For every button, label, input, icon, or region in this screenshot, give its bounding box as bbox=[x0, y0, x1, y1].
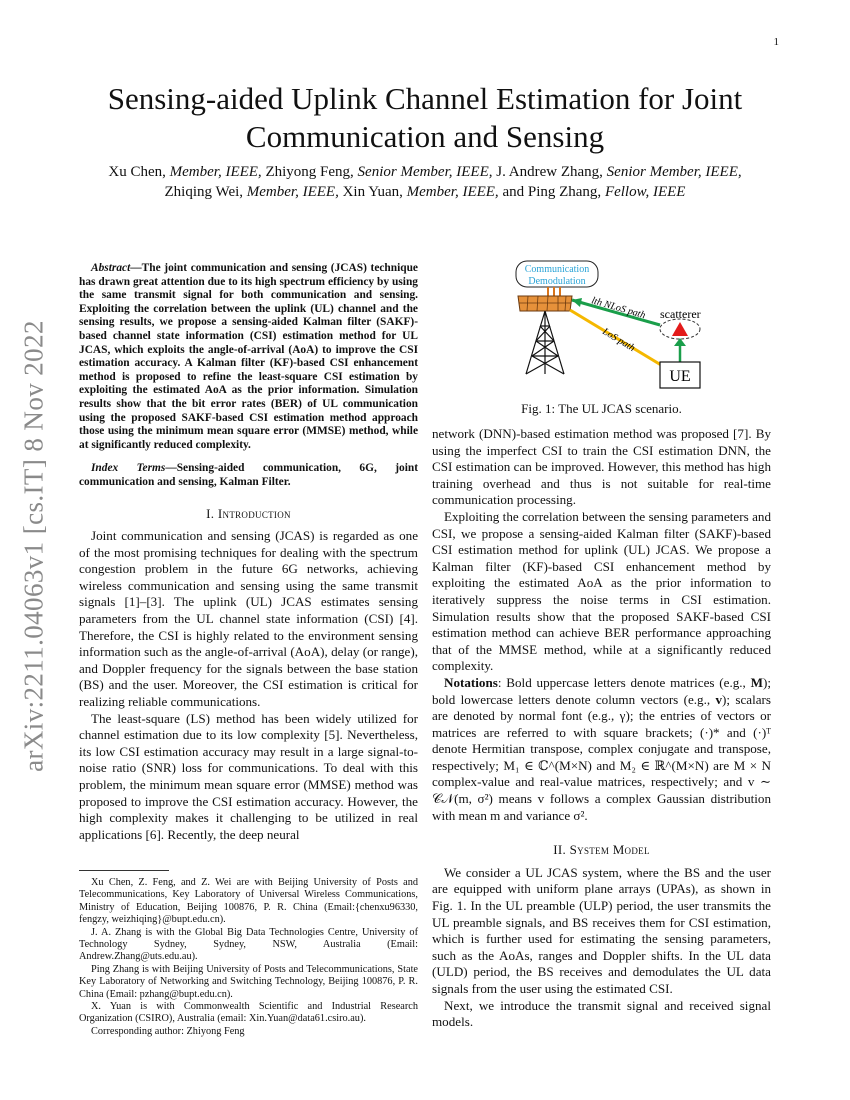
abstract-label: Abstract bbox=[91, 262, 131, 274]
author-list bbox=[60, 162, 790, 202]
author-name: J. Andrew Zhang, bbox=[492, 164, 607, 180]
ue-to-scatterer-arrowhead bbox=[674, 338, 686, 346]
notations-text: : Bold uppercase letters denote matrices (e.g., bbox=[497, 674, 751, 690]
author-name: Zhiyong Feng, bbox=[261, 164, 358, 180]
figure-svg bbox=[478, 256, 738, 394]
author-role: Member, IEEE, bbox=[169, 164, 262, 180]
ue-label: UE bbox=[669, 368, 691, 385]
title-line-1: Sensing-aided Uplink Channel Estimation for Joint bbox=[107, 81, 743, 116]
author-name: Xin Yuan, bbox=[338, 184, 407, 200]
footnote: Ping Zhang is with Beijing University of Posts and Telecommunications, State Key Laboratory of Networking and Switching Technology, Beijing 100876, P. R. China (Email: pzhang@bupt.edu.cn). bbox=[79, 963, 418, 1000]
author-name: Xu Chen, bbox=[108, 164, 170, 180]
author-role: Member, IEEE, bbox=[406, 184, 499, 200]
author-role: Fellow, IEEE bbox=[604, 184, 686, 200]
author-role: Senior Member, IEEE, bbox=[606, 164, 742, 180]
los-path-label: LoS path bbox=[600, 326, 637, 355]
index-terms-label: Index Terms bbox=[91, 462, 166, 475]
notations-text: ); scalars are denoted by normal font (e.g., γ); the entries of vectors or matrices are referred to with square brackets; (·)* and (·)ᵀ denote Hermitian transpose, complex conjugate and transpose, respectively; M₁ ∈ ℂ^(M×N) and M₂ ∈ ℝ^(M×N) are M × N complex-value and real-value matrices, respectively; and v ∼ 𝒞𝒩(m, σ²) means v follows a complex Gaussian distribution with mean m and variance σ². bbox=[432, 691, 771, 823]
abstract bbox=[79, 262, 418, 452]
author-name: Zhiqing Wei, bbox=[164, 184, 247, 200]
left-column bbox=[79, 262, 418, 843]
right-paragraph-1: network (DNN)-based estimation method was proposed [7]. By using the imperfect CSI to train the CSI estimation DNN, the CSI estimation can be improved. However, this method has high training overhead and thus is not suitable for real-time communication processing. bbox=[432, 426, 771, 508]
demodulation-label-line2: Demodulation bbox=[528, 276, 586, 287]
demodulation-label-line1: Communication bbox=[524, 264, 590, 275]
right-paragraph-2: Exploiting the correlation between the sensing parameters and CSI, we propose a sensing-aided Kalman filter (SAKF)-based CSI estimation method for uplink (UL) JCAS. We propose a Kalman filter (KF)-based CSI enhancement method by exploiting the estimated AoA as the prior information to iteratively suppress the noise terms in CSI estimation. Simulation results show that the proposed SAKF-based CSI estimation method can achieve BER performance approaching that of the MMSE method, while at a significantly reduced complexity. bbox=[432, 508, 771, 674]
footnote-rule bbox=[79, 870, 169, 871]
footnote: J. A. Zhang is with the Global Big Data Technologies Centre, University of Technology Sydney, Sydney, NSW, Australia (Email: Andrew.Zhang@uts.edu.au). bbox=[79, 926, 418, 963]
figure-caption: Fig. 1: The UL JCAS scenario. bbox=[521, 401, 682, 416]
system-model-paragraph-1: We consider a UL JCAS system, where the BS and the user are equipped with uniform plane arrays (UPAs), as shown in Fig. 1. In the UL preamble (ULP) period, the user transmits the UL preamble signals, and BS receives them for CSI estimation, which is further used for estimating the sensing parameters, such as the AoAs, ranges and Doppler shifts. In the UL data (ULD) period, the BS receives and demodulates the UL data signals from the user using the estimated CSI. bbox=[432, 864, 771, 996]
footnote: Corresponding author: Zhiyong Feng bbox=[91, 1025, 245, 1037]
section-title: Introduction bbox=[217, 505, 291, 521]
index-terms-text: —Sensing-aided communication, 6G, joint communication and sensing, Kalman Filter. bbox=[79, 462, 419, 488]
author-role: Senior Member, IEEE, bbox=[357, 164, 493, 180]
index-terms bbox=[79, 462, 418, 489]
scatterer-label: scatterer bbox=[660, 307, 701, 321]
arxiv-stamp-text: arXiv:2211.04063v1 [cs.IT] 8 Nov 2022 bbox=[18, 320, 49, 772]
upa-antenna-array-icon bbox=[518, 296, 572, 311]
title-line-2: Communication and Sensing bbox=[245, 119, 605, 154]
section-title: System Model bbox=[569, 842, 650, 858]
arxiv-stamp bbox=[14, 320, 54, 772]
right-column bbox=[432, 426, 771, 1031]
footnote: X. Yuan is with Commonwealth Scientific and Industrial Research Organization (CSIRO), Australia (email: Xin.Yuan@data61.csiro.au). bbox=[79, 1001, 418, 1025]
notations-paragraph bbox=[432, 675, 771, 824]
author-name: and Ping Zhang, bbox=[498, 184, 605, 200]
scatterer-icon bbox=[672, 322, 688, 336]
page-number: 1 bbox=[773, 36, 779, 48]
author-role: Member, IEEE, bbox=[246, 184, 339, 200]
bs-tower-icon bbox=[526, 311, 564, 374]
figure-jcas-scenario bbox=[478, 256, 738, 394]
abstract-text: —The joint communication and sensing (JCAS) technique has drawn great attention due to its high spectrum efficiency by using the same transmit signal for both communication and sensing. Exploiting the correlation between the uplink (UL) channel and the sensing results, we propose a sensing-aided Kalman filter (SAKF)-based channel state information (CSI) estimation method for UL JCAS, which exploits the angle-of-arrival (AoA) to improve the CSI estimation accuracy. A Kalman filter (KF)-based CSI enhancement method is proposed to refine the least-square CSI estimation by exploiting the estimated AoA as the prior information. Simulation results show that the bit error rates (BER) of UL communication using the proposed SAKF-based CSI estimation method approach those using the minimum mean square error (MMSE) method, while at significantly reduced complexity. bbox=[79, 262, 418, 451]
notations-matrix-symbol: M bbox=[750, 674, 763, 690]
section-heading-system-model bbox=[432, 842, 771, 859]
notations-text: ); bold lowercase letters denote column vectors (e.g., bbox=[432, 674, 771, 707]
section-heading-introduction bbox=[79, 506, 418, 523]
system-model-paragraph-2: Next, we introduce the transmit signal and received signal models. bbox=[432, 997, 771, 1030]
notations-vector-symbol: v bbox=[715, 691, 723, 707]
section-number: II. bbox=[553, 842, 570, 858]
paper-title bbox=[40, 80, 810, 156]
intro-paragraph-1: Joint communication and sensing (JCAS) is regarded as one of the most promising techniques for dealing with the spectrum congestion problem in the future 6G networks, achieving wireless communication and sensing using the same transmit signals [1]–[3]. The uplink (UL) JCAS estimates sensing parameters from the UL channel state information (CSI) [4]. Therefore, the CSI is highly related to the environment sensing information such as the angle-of-arrival (AoA), delay (or range), and Doppler frequency for the signals between the base station (BS) and the user. Moreover, the CSI estimation is critical for realizing reliable communications. bbox=[79, 528, 418, 710]
footnotes bbox=[79, 877, 418, 1038]
section-number: I. bbox=[206, 505, 218, 521]
notations-label: Notations bbox=[444, 674, 498, 690]
footnote: Xu Chen, Z. Feng, and Z. Wei are with Beijing University of Posts and Telecommunications, Key Laboratory of Universal Wireless Communications, Ministry of Education, Beijing 100876, P. R. China (Email:{chenxu96330, fengzy, weizhiqing}@bupt.edu.cn). bbox=[79, 877, 418, 926]
nlos-path-label: lth NLoS path bbox=[590, 295, 647, 322]
intro-paragraph-2: The least-square (LS) method has been widely utilized for channel estimation due to its low complexity [5]. Nevertheless, its low CSI estimation accuracy may result in a large signal-to-noise ratio (SNR) loss for communications. To deal with this problem, the minimum mean square error (MMSE) method was proposed to improve the CSI estimation accuracy. However, the high complexity makes it challenging to be utilized in real applications [6]. Recently, the deep neural bbox=[79, 710, 418, 842]
